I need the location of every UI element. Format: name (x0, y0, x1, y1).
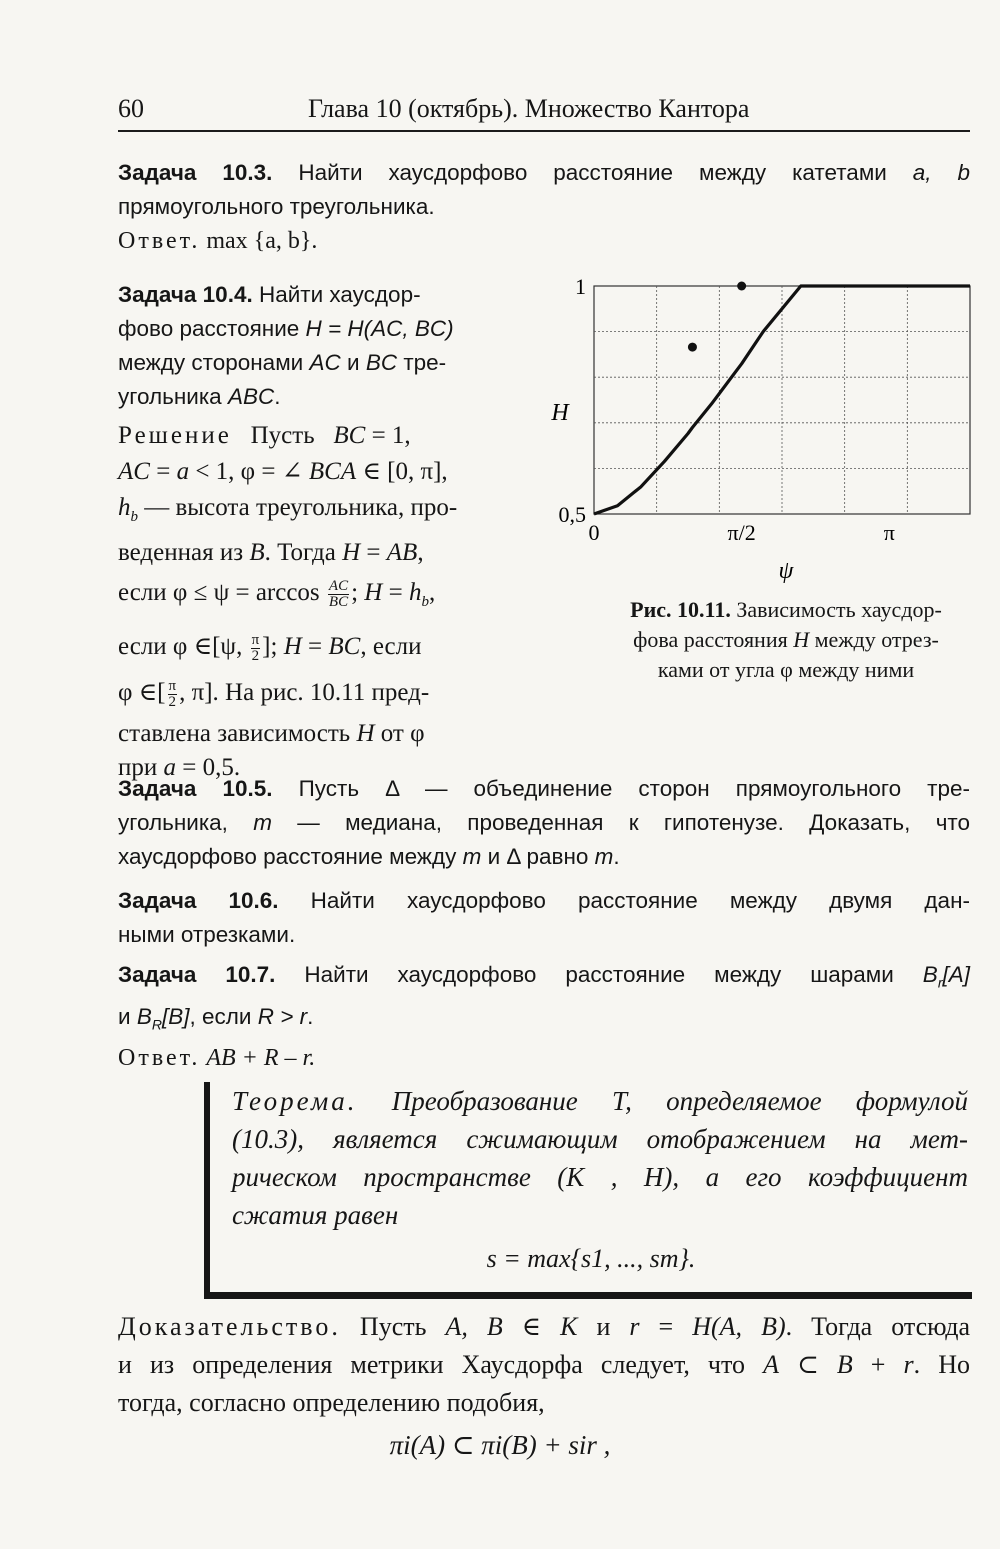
problem-10-3-line-1: Задача 10.3. Найти хаусдорфово расстояние между катетами a, b (118, 160, 970, 185)
x-tick-label-2: π (883, 520, 895, 545)
problem-10-5 (118, 772, 970, 874)
y-tick-label-1: 1 (575, 274, 586, 299)
problem-10-5-line-3: хаусдорфово расстояние между m и Δ равно m. (118, 844, 620, 869)
solution (118, 418, 523, 784)
theorem-line-4: сжатия равен (232, 1200, 399, 1230)
x-tick-label-1: π/2 (727, 520, 756, 545)
figure-10-11-caption (596, 595, 976, 685)
x-tick-label-0: 0 (588, 520, 600, 545)
fraction-ac-bc: $\frac{AC}{BC}$ (328, 577, 349, 610)
problem-10-4-line-2: фово расстояние H = H(AC, BC) (118, 316, 454, 341)
problem-10-7-line-2: и $B_R[B]$, если R > r. (118, 1003, 314, 1032)
problem-10-3-answer: Ответ. max {a, b}. (118, 228, 318, 254)
theorem-box (204, 1082, 972, 1299)
problem-10-6-line-1: Задача 10.6. Найти хаусдорфово расстояние между двумя дан- (118, 888, 970, 913)
solution-line-7: φ ∈[ $\frac{\pi}{2}$ , π]. На рис. 10.11 пред- (118, 677, 430, 710)
solution-line-5: если φ ≤ ψ = arccos $\frac{AC}{BC}$ ; $H = h_b$, (118, 577, 436, 610)
problem-10-3 (118, 156, 970, 258)
problem-10-7-answer: Ответ. AB + R – r. (118, 1045, 316, 1071)
theorem-line-3: рическом пространстве (K , H), а его коэффициент (232, 1162, 968, 1192)
y-axis-label: H (551, 400, 569, 426)
theorem-line-1: Теорема. Преобразование T, определяемое формулой (232, 1086, 968, 1116)
x-axis-label: ψ (778, 558, 794, 584)
problem-10-7 (118, 958, 970, 1075)
solution-line-2: AC = a < 1, φ = ∠ BCA ∈ [0, π], (118, 458, 448, 485)
proof-formula: πi(A) ⊂ πi(B) + sir , (389, 1430, 611, 1460)
caption-line-1: Рис. 10.11. Зависимость хаусдор- (630, 597, 942, 622)
page-header (118, 90, 970, 132)
caption-line-2: фова расстояния H между отрез- (633, 627, 939, 652)
proof-line-2: и из определения метрики Хаусдорфа следует, что A ⊂ B + r. Но (118, 1350, 970, 1379)
solution-line-8: ставлена зависимость H от φ (118, 720, 425, 747)
problem-10-4-line-1: Задача 10.4. Найти хаусдор- (118, 282, 421, 307)
solution-line-6: если φ ∈[ψ, $\frac{\pi}{2}$ ]; H = BC, если (118, 631, 422, 664)
problem-10-4-line-3: между сторонами AC и BC тре- (118, 350, 447, 375)
problem-10-5-line-1: Задача 10.5. Пусть Δ — объединение сторон прямоугольного тре- (118, 776, 970, 801)
problem-10-6-line-2: ными отрезками. (118, 922, 296, 947)
proof (118, 1308, 970, 1422)
fraction-pi-2: $\frac{\pi}{2}$ (251, 631, 260, 664)
running-head: Глава 10 (октябрь). Множество Кантора (308, 94, 750, 123)
solution-line-9: при a = 0,5. (118, 754, 241, 781)
proof-line-1: Доказательство. Пусть A, B ∈ K и r = H(A, B). Тогда отсюда (118, 1312, 970, 1341)
problem-10-5-line-2: угольника, m — медиана, проведенная к гипотенузе. Доказать, что (118, 810, 970, 835)
problem-10-4 (118, 278, 523, 414)
theorem-formula: s = max{s1, ..., sm}. (486, 1244, 696, 1273)
solution-line-1: Решение Пусть BC = 1, (118, 422, 411, 449)
problem-10-7-line-1: Задача 10.7. Найти хаусдорфово расстояние между шарами $B_r[A]$ (118, 962, 970, 991)
solution-line-3: $h_b$ — высота треугольника, про- (118, 494, 458, 525)
solution-line-4: веденная из B. Тогда H = AB, (118, 539, 424, 566)
page-number: 60 (118, 94, 144, 123)
caption-line-3: ками от угла φ между ними (657, 657, 915, 682)
fraction-pi-2-b: $\frac{\pi}{2}$ (168, 677, 177, 710)
problem-10-6 (118, 884, 970, 952)
y-tick-label-0: 0,5 (558, 502, 586, 527)
proof-line-3: тогда, согласно определению подобия, (118, 1388, 545, 1417)
theorem-line-2: (10.3), является сжимающим отображением на мет- (232, 1124, 968, 1154)
marked-point-1 (737, 282, 746, 291)
problem-10-3-line-2: прямоугольного треугольника. (118, 194, 435, 219)
marked-point-0 (688, 343, 697, 352)
problem-10-4-line-4: угольника ABC. (118, 384, 281, 409)
